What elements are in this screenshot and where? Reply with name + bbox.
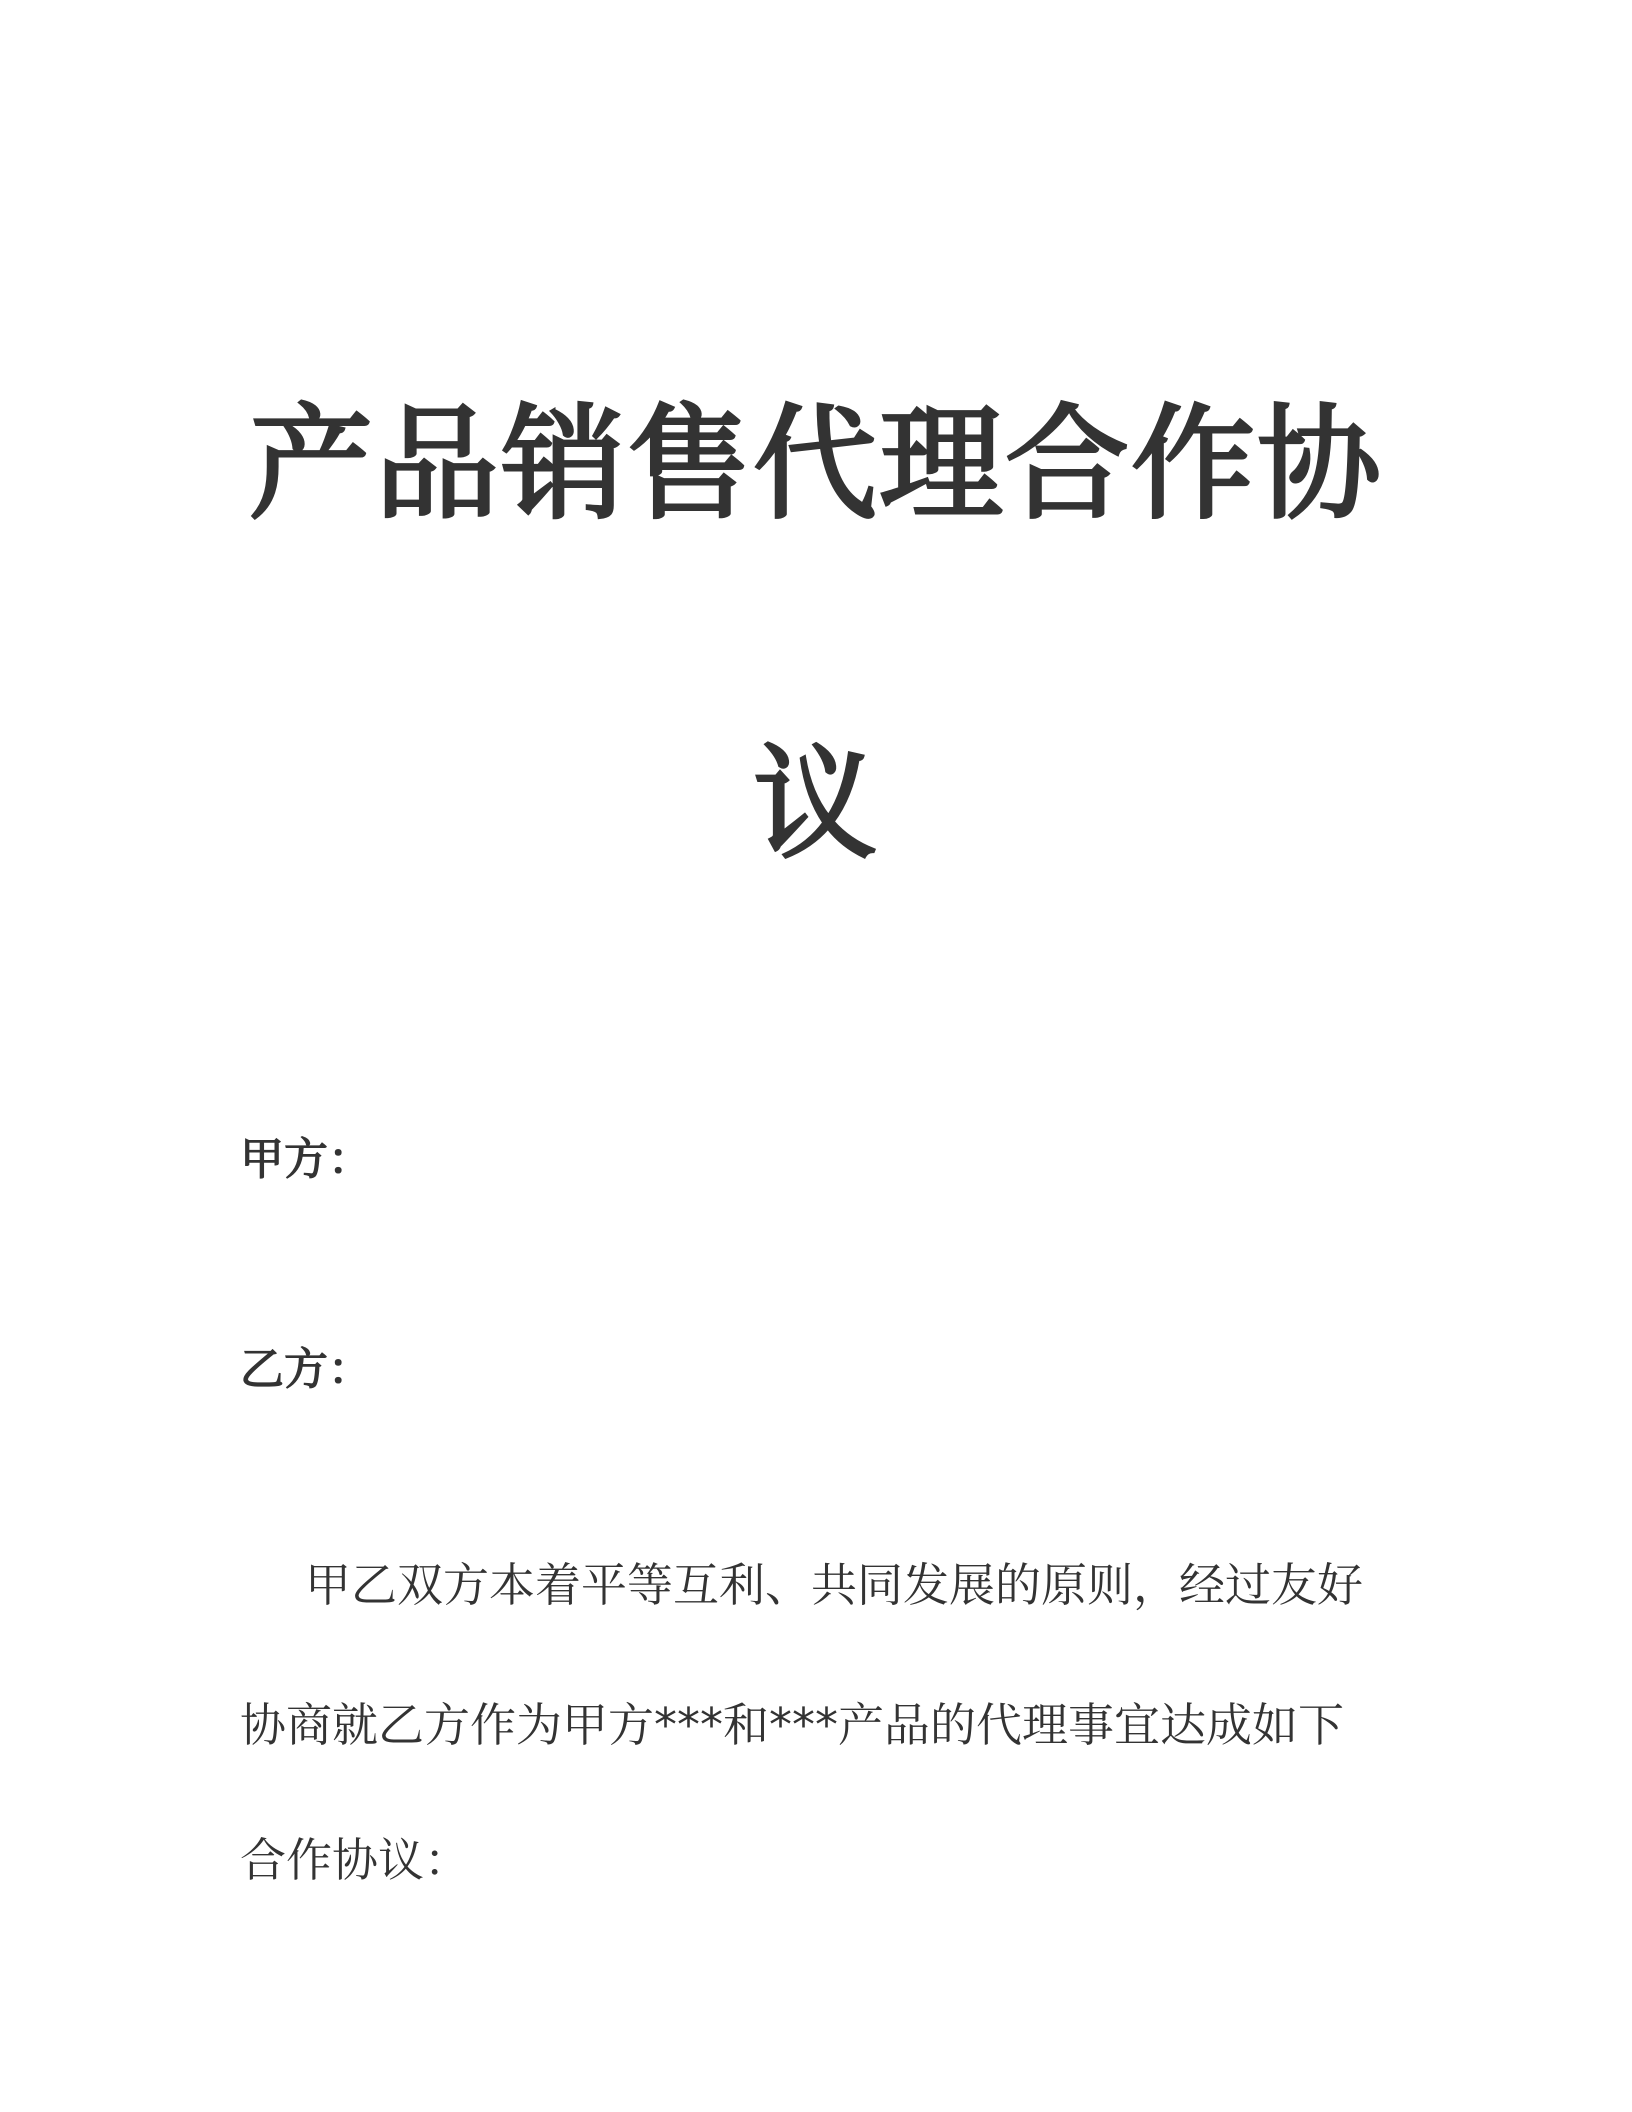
intro-paragraph-line-2: 协商就乙方作为甲方***和***产品的代理事宜达成如下 <box>240 1698 1344 1752</box>
party-a-label: 甲方： <box>240 1134 372 1185</box>
document-title-line-2: 议 <box>752 733 879 877</box>
party-b-label: 乙方： <box>240 1344 372 1395</box>
document-title-line-1: 产品销售代理合作协 <box>248 393 1383 537</box>
intro-paragraph-line-3: 合作协议： <box>240 1833 470 1887</box>
intro-paragraph-line-1: 甲乙双方本着平等互利、共同发展的原则，经过友好 <box>305 1558 1363 1612</box>
